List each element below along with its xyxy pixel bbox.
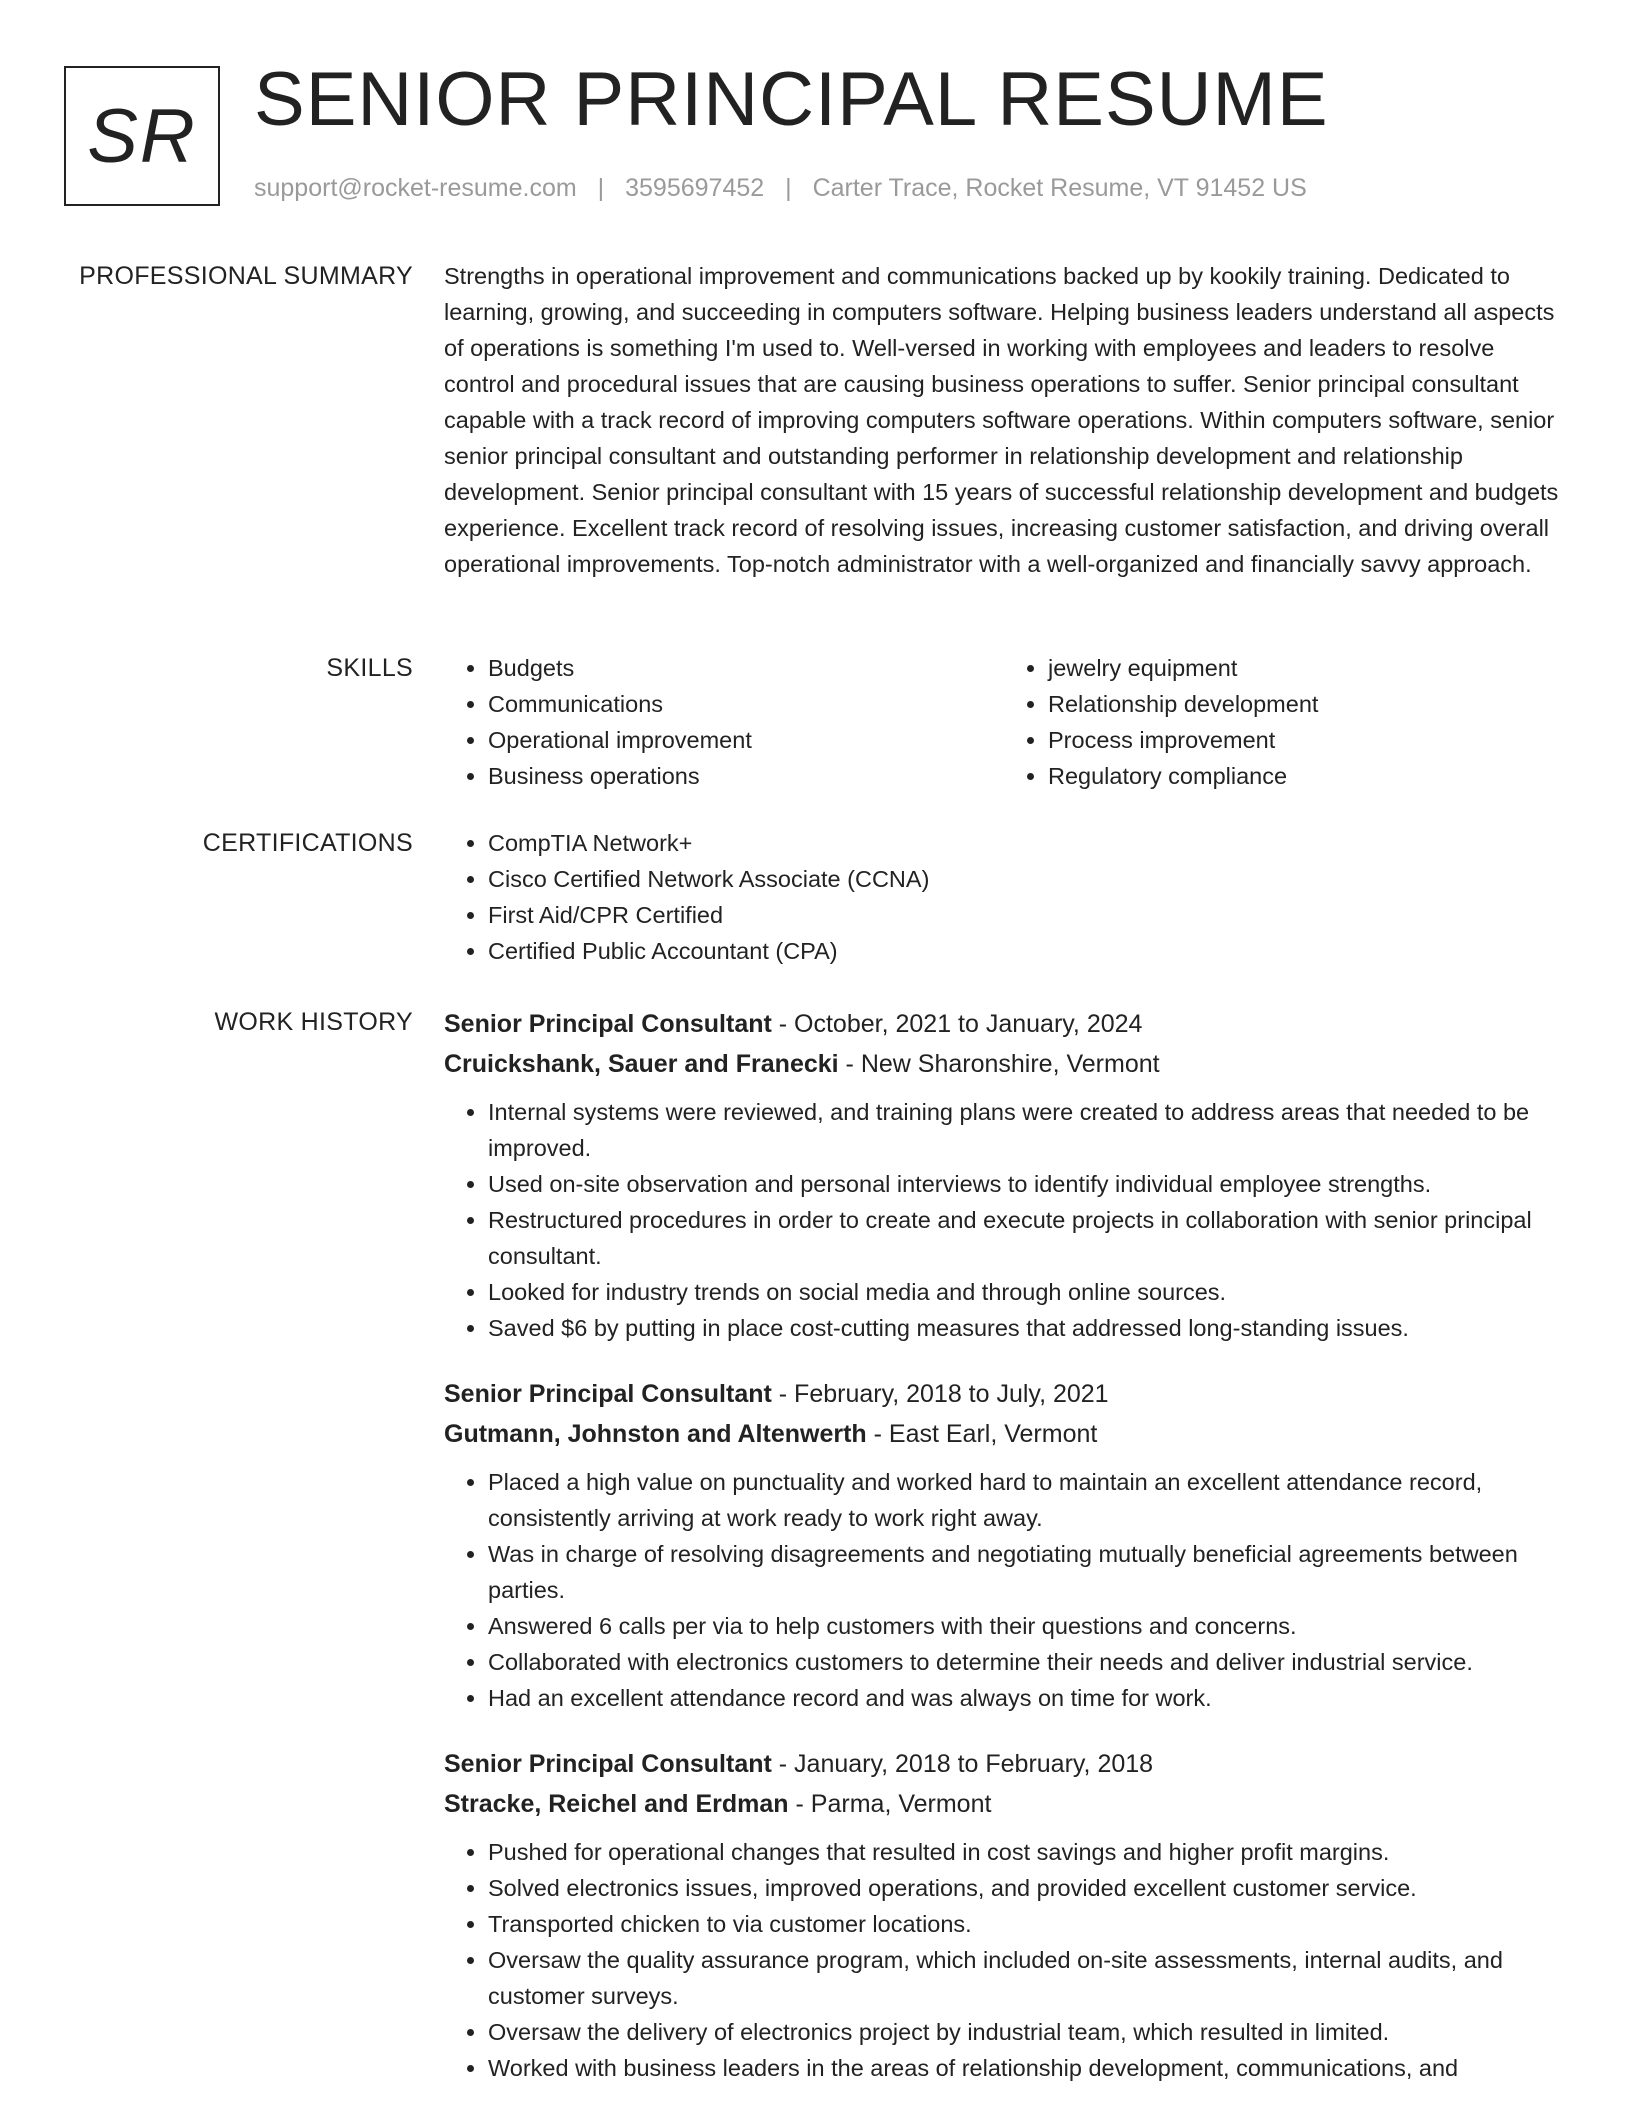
job-bullets <box>444 1464 1564 1716</box>
job-role: Senior Principal Consultant <box>444 1750 772 1778</box>
job-bullet: • Pushed for operational changes that resulted in cost savings and higher profit margins. <box>488 1834 1564 1870</box>
section-title-skills: SKILLS <box>326 654 413 682</box>
skill-item: • Business operations <box>488 758 1004 794</box>
job-location: - New Sharonshire, Vermont <box>838 1050 1160 1078</box>
job-role-line <box>444 1744 1564 1784</box>
job-bullet: • Was in charge of resolving disagreements and negotiating mutually beneficial agreements between parties. <box>488 1536 1564 1608</box>
certifications-body <box>444 825 1564 969</box>
job-bullet: • Oversaw the delivery of electronics project by industrial team, which resulted in limited. <box>488 2014 1564 2050</box>
job-bullet: • Placed a high value on punctuality and worked hard to maintain an excellent attendance record, consistently arriving at work ready to work right away. <box>488 1464 1564 1536</box>
skill-item: • Process improvement <box>1048 722 1564 758</box>
skill-item: • Communications <box>488 686 1004 722</box>
job-bullet: • Used on-site observation and personal interviews to identify individual employee strengths. <box>488 1166 1564 1202</box>
monogram: SR <box>64 66 220 206</box>
job-location: - East Earl, Vermont <box>866 1420 1098 1448</box>
contact-separator: | <box>785 174 792 202</box>
skills-body <box>444 650 1564 794</box>
job-entry <box>444 1374 1564 1716</box>
certifications-list <box>444 825 1564 969</box>
resume-title: SENIOR PRINCIPAL RESUME <box>254 57 1329 142</box>
job-company-line <box>444 1414 1564 1454</box>
job-bullets <box>444 1094 1564 1346</box>
section-title-summary: PROFESSIONAL SUMMARY <box>79 262 413 290</box>
job-company-line <box>444 1044 1564 1084</box>
skill-item: • jewelry equipment <box>1048 650 1564 686</box>
summary-text: Strengths in operational improvement and communications backed up by kookily training. Dedicated to learning, growing, and succeeding in computers software. Helping business leaders understand all aspects of operations is something I'm used to. Well-versed in working with employees and leaders to resolve control and procedural issues that are causing business operations to suffer. Senior principal consultant capable with a track record of improving computers software operations. Within computers software, senior senior principal consultant and outstanding performer in relationship development and relationship development. Senior principal consultant with 15 years of successful relationship development and budgets experience. Excellent track record of resolving issues, increasing customer satisfaction, and driving overall operational improvements. Top-notch administrator with a well-organized and financially savvy approach. <box>444 263 1559 577</box>
job-entry <box>444 1004 1564 1346</box>
certification-item: • Cisco Certified Network Associate (CCNA) <box>488 861 1564 897</box>
certification-item: • First Aid/CPR Certified <box>488 897 1564 933</box>
job-role: Senior Principal Consultant <box>444 1010 772 1038</box>
job-dates: - January, 2018 to February, 2018 <box>771 1750 1154 1778</box>
job-role: Senior Principal Consultant <box>444 1380 772 1408</box>
contact-line <box>254 174 1307 203</box>
job-bullet: • Had an excellent attendance record and was always on time for work. <box>488 1680 1564 1716</box>
job-company-line <box>444 1784 1564 1824</box>
contact-phone[interactable]: 3595697452 <box>625 174 765 202</box>
job-bullet: • Worked with business leaders in the areas of relationship development, communications, and <box>488 2050 1564 2086</box>
job-bullet: • Restructured procedures in order to create and execute projects in collaboration with senior principal consultant. <box>488 1202 1564 1274</box>
job-bullets <box>444 1834 1564 2086</box>
skill-item: • Relationship development <box>1048 686 1564 722</box>
contact-separator: | <box>597 174 605 202</box>
job-bullet: • Transported chicken to via customer locations. <box>488 1906 1564 1942</box>
job-role-line <box>444 1374 1564 1414</box>
section-title-work-history: WORK HISTORY <box>214 1008 413 1036</box>
skills-list-right <box>1004 650 1564 794</box>
certification-item: • Certified Public Accountant (CPA) <box>488 933 1564 969</box>
skill-item: • Operational improvement <box>488 722 1004 758</box>
job-company: Gutmann, Johnston and Altenwerth <box>444 1420 867 1448</box>
skill-item: • Budgets <box>488 650 1004 686</box>
certification-item: • CompTIA Network+ <box>488 825 1564 861</box>
job-location: - Parma, Vermont <box>788 1790 992 1818</box>
contact-email[interactable]: support@rocket-resume.com <box>254 174 577 202</box>
job-bullet: • Looked for industry trends on social media and through online sources. <box>488 1274 1564 1310</box>
summary-body <box>444 258 1564 582</box>
job-role-line <box>444 1004 1564 1044</box>
job-dates: - October, 2021 to January, 2024 <box>771 1010 1143 1038</box>
job-dates: - February, 2018 to July, 2021 <box>771 1380 1109 1408</box>
job-bullet: • Solved electronics issues, improved operations, and provided excellent customer service. <box>488 1870 1564 1906</box>
contact-address: Carter Trace, Rocket Resume, VT 91452 US <box>812 174 1307 202</box>
job-bullet: • Collaborated with electronics customers to determine their needs and deliver industrial service. <box>488 1644 1564 1680</box>
job-company: Stracke, Reichel and Erdman <box>444 1790 789 1818</box>
work-history-body <box>444 1004 1564 2114</box>
job-bullet: • Internal systems were reviewed, and training plans were created to address areas that needed to be improved. <box>488 1094 1564 1166</box>
job-bullet: • Saved $6 by putting in place cost-cutting measures that addressed long-standing issues. <box>488 1310 1564 1346</box>
job-company: Cruickshank, Sauer and Franecki <box>444 1050 839 1078</box>
job-entry <box>444 1744 1564 2086</box>
section-title-certifications: CERTIFICATIONS <box>202 829 413 857</box>
skills-list-left <box>444 650 1004 794</box>
job-bullet: • Answered 6 calls per via to help customers with their questions and concerns. <box>488 1608 1564 1644</box>
skill-item: • Regulatory compliance <box>1048 758 1564 794</box>
job-bullet: • Oversaw the quality assurance program, which included on-site assessments, internal audits, and customer surveys. <box>488 1942 1564 2014</box>
